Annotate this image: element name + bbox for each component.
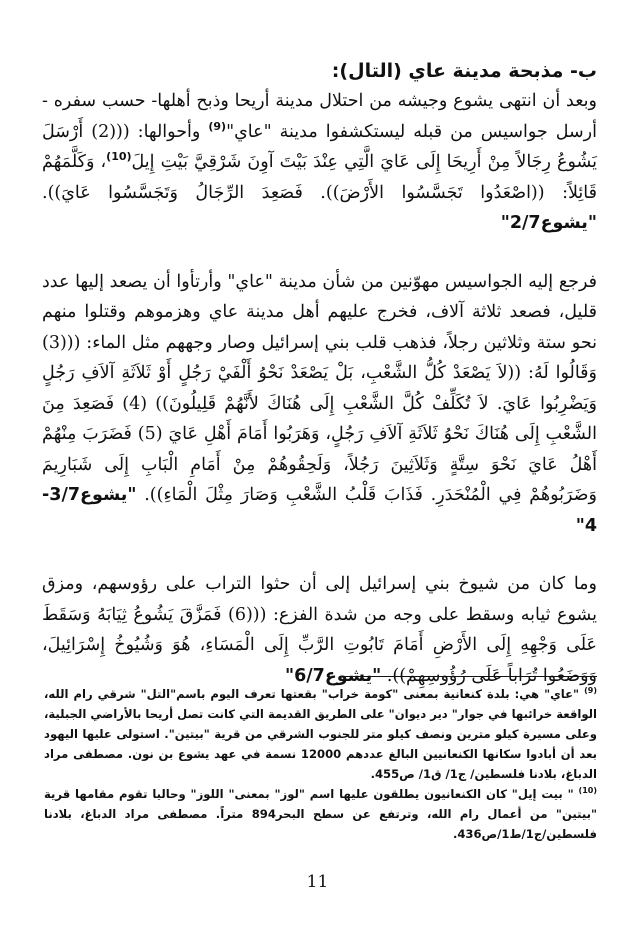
page-number: 11 [306, 872, 329, 892]
citation-reference: "يشوع6/7" [284, 665, 382, 686]
footnote-mark: (9) [584, 686, 597, 696]
section-heading: ب- مذبحة مدينة عاي (التال): [331, 60, 597, 82]
footnote-text: " بيت إيل" كان الكنعانيون يطلقون عليها اسم "لوز" بمعنى" اللوز" وحاليا تقوم مقامها قرية "بيتين" من أعمال رام الله، وترتفع عن سطح البحر894 متراً. مصطفى مراد الدباغ، بلادنا فلسطين/ج1/ط1/ص436. [44, 787, 597, 841]
main-text [42, 56, 597, 691]
text-segment: وما كان من شيوخ بني إسرائيل إلى أن حثوا التراب على رؤوسهم، ومزق يشوع ثيابه وسقط على وجه من شدة الفزع: (((6) فَمَزَّقَ يَشُوعُ ثِيَابَهُ وَسَقَطَ عَلَى وَجْهِهِ إِلَى الأَرْضِ أَمَامَ تَابُوتِ الرَّبِّ إِلَى الْمَسَاءِ، هُوَ وَشُيُوخُ إِسْرَائِيلَ، وَوَضَعُوا تُرَاباً عَلَى رُؤُوسِهِمْ)). [42, 574, 597, 686]
footnote-reference: (9) [208, 119, 227, 133]
text-segment: ، وَكَلَّمَهُمْ قَائِلاً: ((اصْعَدُوا تَجَسَّسُوا الأَرْضَ)). فَصَعِدَ الرِّجَالُ وَتَجَسَّسُوا عَايَ)). [42, 152, 597, 203]
citation-reference: "يشوع3/7-4" [42, 485, 597, 536]
text-segment: وأحوالها: (((2) أَرْسَلَ يَشُوعُ رِجَالاً مِنْ أَرِيحَا إِلَى عَايَ الَّتِي عِنْدَ بَيْتَ آوِنَ شَرْقِيَّ بَيْتِ إِيلَ [42, 121, 597, 172]
text-segment: وبعد أن انتهى يشوع وجيشه من احتلال مدينة أريحا وذبح أهلها- حسب سفره - أرسل جواسيس من قبله ليستكشفوا مدينة "عاي" [42, 91, 597, 142]
paragraph-3 [42, 569, 597, 691]
footnote-10 [44, 784, 597, 844]
text-segment: فرجع إليه الجواسيس مهوّنين من شأن مدينة "عاي" وأرتأوا أن يصعد إليها عدد قليل، فصعد ثلاثة آلاف، فخرج عليهم أهل مدينة عاي وهزموهم وقتلوا منهم نحو ستة وثلاثين رجلاً، فذهب قلب بني إسرائيل وصار وجههم مثل الماء: (((3) وَقَالُوا لَهُ: ((لاَ يَصْعَدْ كُلُّ الشَّعْبِ، بَلْ يَصْعَدْ نَحْوُ أَلْفَيْ رَجُلٍ أَوْ ثَلاَثَةِ آلاَفِ رَجُلٍ وَيَضْرِبُوا عَايَ. لاَ تُكَلِّفْ كُلَّ الشَّعْبِ إِلَى هُنَاكَ لأَنَّهُمْ قَلِيلُونَ)) (4) فَصَعِدَ مِنَ الشَّعْبِ إِلَى هُنَاكَ نَحْوُ ثَلاَثَةِ آلاَفِ رَجُلٍ، وَهَرَبُوا أَمَامَ أَهْلِ عَايَ (5) فَضَرَبَ مِنْهُمْ أَهْلُ عَايَ نَحْوَ سِتَّةٍ وَثَلاَثِينَ رَجُلاً، وَلَحِقُوهُمْ مِنْ أَمَامِ الْبَابِ إِلَى شَبَارِيمَ وَضَرَبُوهُمْ فِي الْمُنْحَدَرِ. فَذَابَ قَلْبُ الشَّعْبِ وَصَارَ مِثْلَ الْمَاءِ)). [42, 271, 597, 505]
footnote-divider [342, 676, 597, 677]
citation-reference: "يشوع2/7" [500, 213, 597, 233]
paragraph-2 [42, 267, 597, 542]
footnote-reference: (10) [106, 150, 132, 164]
footnotes [44, 684, 597, 844]
footnote-text: "عاي" هي: بلدة كنعانية بمعنى "كومة خراب" بقعتها تعرف اليوم باسم"التل" شرقي رام الله، الواقعة خرائبها في جوار" دير ديوان" على الطريق القديمة التي كانت تصل أريحا بالأراضي الجبلية، وعلى مسيرة كيلو مترين ونصف كيلو متر للجنوب الشرقي من قرية "بيتين". استولى عليها اليهود بعد أن أبادوا سكانها الكنعانيين البالغ عددهم 12000 نسمة في عهد يشوع بن نون. مصطفى مراد الدباغ، بلادنا فلسطين/ ج1/ ق1/ ص455. [44, 687, 597, 781]
footnote-mark: (10) [578, 786, 597, 796]
footnote-9 [44, 684, 597, 784]
paragraph-1 [42, 86, 597, 239]
